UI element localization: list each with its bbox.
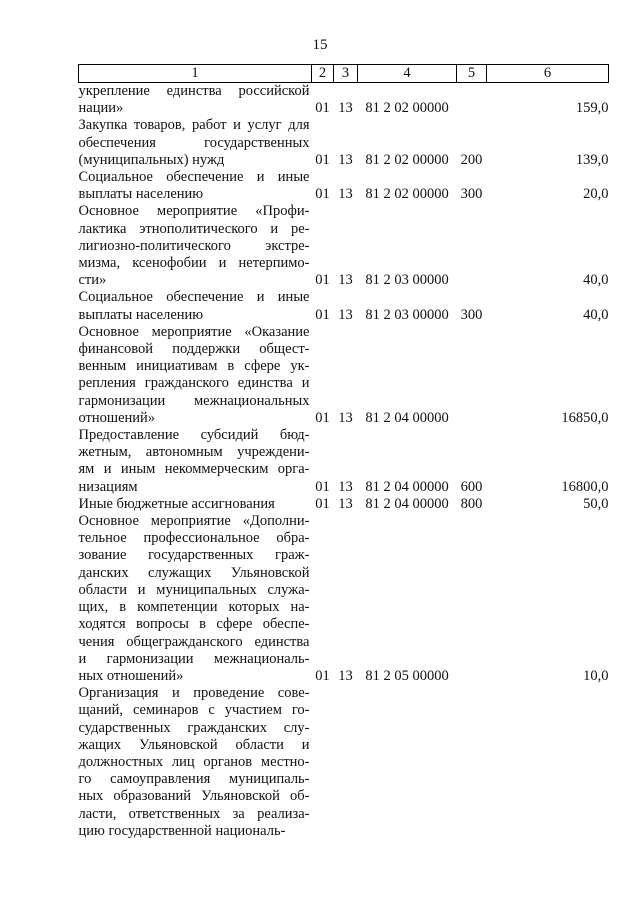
row-description [79,117,312,169]
description-line: лактика этнополитического и ре- [78,220,310,237]
description-line: Предоставление субсидий бюд- [78,427,310,444]
description-line: низациям [78,478,138,495]
target-article-code: 81 2 04 00000 [365,478,449,495]
description-line: финансовой поддержки общест- [78,341,310,358]
amount: 40,0 [583,306,609,323]
description-line: Социальное обеспечение и иные [78,289,310,306]
expense-type-code [457,513,487,685]
budget-table [78,64,609,840]
amount: 20,0 [583,186,609,203]
description-line: зование государственных граж- [78,547,310,564]
description-line: нации» [78,100,124,117]
target-article-code: 81 2 03 00000 [365,306,449,323]
description-line: должностных лиц органов местно- [78,753,310,770]
description-line: Организация и проведение сове- [78,685,310,702]
expense-type-code [457,324,487,427]
section-code: 01 [315,186,330,203]
description-line: Иные бюджетные ассигнования [78,495,275,512]
description-line: ных образований Ульяновской об- [78,788,310,805]
description-line: ходятся вопросы в сфере обеспе- [78,616,310,633]
description-line: гармонизации межнациональных [78,392,310,409]
subsection-code: 13 [338,409,353,426]
subsection-code: 13 [338,478,353,495]
description-line: отношений» [78,409,156,426]
amount: 16800,0 [561,478,609,495]
amount: 16850,0 [561,409,609,426]
description-line: Основное мероприятие «Дополни- [78,513,310,530]
expense-type-code: 800 [460,495,483,512]
section-code [312,685,334,840]
description-line: Закупка товаров, работ и услуг для [78,117,310,134]
target-article-code: 81 2 05 00000 [365,667,449,684]
table-row [79,513,609,685]
table-row [79,324,609,427]
subsection-code [334,685,358,840]
header-col-4: 4 [358,65,457,83]
row-description [79,324,312,427]
description-line: обеспечения государственных [78,134,310,151]
description-line: выплаты населению [78,306,204,323]
expense-type-code [457,83,487,118]
description-line: Основное мероприятие «Оказание [78,323,310,340]
target-article-code: 81 2 04 00000 [365,495,449,512]
target-article-code: 81 2 02 00000 [365,100,449,117]
target-article-code: 81 2 02 00000 [365,151,449,168]
target-article-code: 81 2 03 00000 [365,272,449,289]
section-code: 01 [315,151,330,168]
header-col-3: 3 [334,65,358,83]
header-col-1: 1 [79,65,312,83]
expense-type-code [457,203,487,289]
description-line: репления гражданского единства и [78,375,310,392]
expense-type-code: 300 [460,306,483,323]
description-line: тельное профессиональное обра- [78,530,310,547]
description-line: (муниципальных) нужд [78,151,225,168]
description-line: цию государственной националь- [78,822,286,839]
table-row [79,117,609,169]
section-code: 01 [315,306,330,323]
description-line: ям и иным некоммерческим орга- [78,461,310,478]
row-description [79,496,312,513]
description-line: данских служащих Ульяновской [78,564,310,581]
description-line: жащих Ульяновской области и [78,736,310,753]
header-col-2: 2 [312,65,334,83]
description-line: сти» [78,272,107,289]
description-line: Социальное обеспечение и иные [78,169,310,186]
subsection-code: 13 [338,151,353,168]
subsection-code: 13 [338,100,353,117]
table-row [79,496,609,513]
table-row [79,83,609,118]
row-description [79,427,312,496]
row-description [79,169,312,203]
table-row [79,427,609,496]
expense-type-code: 300 [460,186,483,203]
description-line: чения общегражданского единства [78,633,310,650]
description-line: мизма, ксенофобии и нетерпимо- [78,255,310,272]
subsection-code: 13 [338,495,353,512]
section-code: 01 [315,409,330,426]
row-description [79,83,312,118]
description-line: выплаты населению [78,186,204,203]
page-number: 15 [312,37,328,53]
amount: 50,0 [583,495,609,512]
section-code: 01 [315,495,330,512]
subsection-code: 13 [338,306,353,323]
header-col-5: 5 [457,65,487,83]
description-line: области и муниципальных служа- [78,581,310,598]
amount: 159,0 [575,100,609,117]
description-line: ласти, ответственных за реализа- [78,805,310,822]
description-line: лигиозно-политического экстре- [78,237,310,254]
header-col-6: 6 [487,65,609,83]
target-article-code: 81 2 02 00000 [365,186,449,203]
table-row [79,203,609,289]
description-line: ных отношений» [78,667,184,684]
amount: 40,0 [583,272,609,289]
expense-type-code: 200 [460,151,483,168]
target-article-code: 81 2 04 00000 [365,409,449,426]
description-line: сударственных гражданских слу- [78,719,310,736]
table-row [79,289,609,323]
description-line: го самоуправления муниципаль- [78,771,310,788]
description-line: укрепление единства российской [78,83,310,99]
amount: 139,0 [575,151,609,168]
row-description [79,289,312,323]
table-row [79,169,609,203]
table-row [79,685,609,840]
subsection-code: 13 [338,272,353,289]
header-row [79,65,609,83]
section-code: 01 [315,100,330,117]
subsection-code: 13 [338,186,353,203]
expense-type-code: 600 [460,478,483,495]
description-line: Основное мероприятие «Профи- [78,203,310,220]
subsection-code: 13 [338,667,353,684]
description-line: жетным, автономным учреждени- [78,444,310,461]
section-code: 01 [315,478,330,495]
row-description [79,513,312,685]
expense-type-code [457,685,487,840]
target-article-code [358,685,457,840]
amount: 10,0 [583,667,609,684]
section-code: 01 [315,272,330,289]
section-code: 01 [315,667,330,684]
amount [487,685,609,840]
row-description [79,685,312,840]
description-line: щих, в компетенции которых на- [78,599,310,616]
description-line: и гармонизации межнациональ- [78,650,310,667]
description-line: венным инициативам в сфере ук- [78,358,310,375]
row-description [79,203,312,289]
description-line: щаний, семинаров с участием го- [78,702,310,719]
